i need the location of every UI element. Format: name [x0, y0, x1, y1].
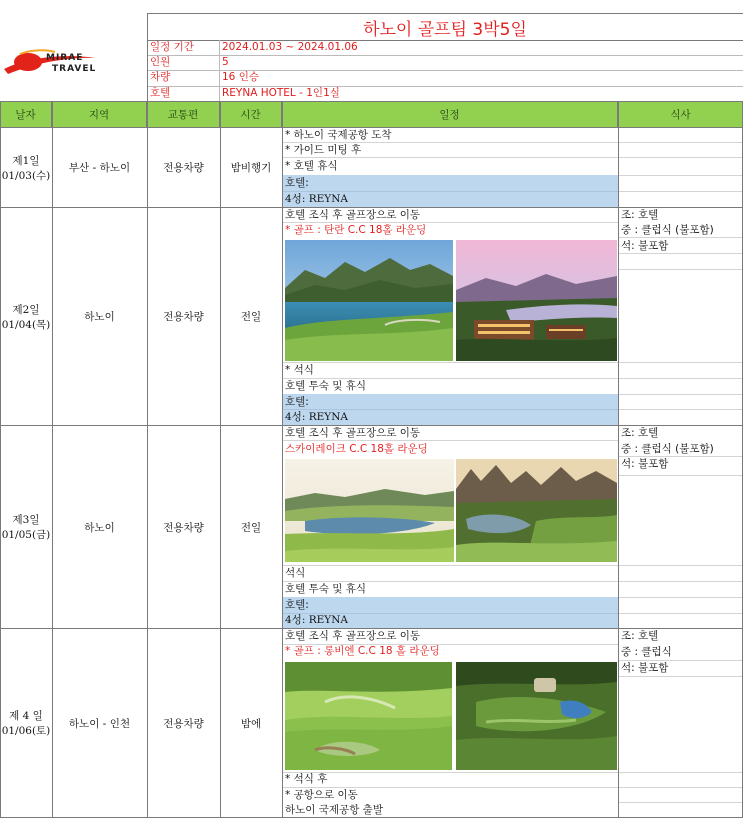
day3-date: 01/05(금)	[1, 529, 51, 541]
day2-schedule-3: * 석식	[285, 364, 314, 376]
day3-transport: 전용차량	[163, 521, 204, 534]
day1-region: 부산 - 하노이	[68, 162, 131, 174]
table-header-row	[0, 102, 743, 127]
day2-hotel-label: 호텔:	[285, 396, 309, 408]
header-schedule: 일정	[282, 102, 618, 127]
header-transport: 교통편	[147, 102, 220, 127]
day1-schedule-1: * 하노이 국제공항 도착	[285, 129, 392, 141]
day1-hotel-name: 4성: REYNA	[285, 193, 348, 205]
day2-meal-1: 조: 호텔	[621, 209, 659, 221]
header-date: 날자	[0, 102, 52, 127]
day3-meal-3: 석: 불포함	[621, 458, 669, 470]
info-value-period: 2024.01.03 ~ 2024.01.06	[222, 41, 358, 53]
info-label-vehicle: 차량	[150, 71, 171, 83]
day4-photo-fairway-bunker	[285, 662, 452, 770]
day3-region: 하노이	[84, 521, 115, 534]
day3-meal-2: 중 : 클럽식 (불포함)	[621, 443, 714, 455]
day4-meal-1: 조: 호텔	[621, 630, 659, 642]
day4-meal-2: 중 : 클럽식	[621, 646, 672, 658]
day3-label: 제3일	[12, 514, 40, 526]
day3-time: 전일	[240, 521, 262, 534]
logo-line1: MIRAE	[46, 53, 84, 63]
day2-photo-lake-golf	[285, 240, 453, 361]
day2-label: 제2일	[12, 303, 40, 316]
info-label-hotel: 호텔	[150, 87, 171, 99]
day1-schedule-2: * 가이드 미팅 후	[285, 144, 362, 156]
info-label-period: 일정 기간	[150, 41, 194, 53]
day4-date: 01/06(토)	[1, 725, 51, 737]
day4-label: 제 4 일	[9, 710, 43, 722]
day2-schedule-1: 호텔 조식 후 골프장으로 이동	[285, 209, 421, 221]
day1-hotel-label: 호텔:	[285, 177, 309, 189]
day4-schedule-5: 하노이 국제공항 출발	[285, 804, 383, 816]
info-value-people: 5	[222, 56, 229, 68]
day4-schedule-2: * 골프 : 롱비엔 C.C 18 홀 라운딩	[285, 645, 440, 657]
day3-schedule-1: 호텔 조식 후 골프장으로 이동	[285, 427, 421, 439]
logo-line2: TRAVEL	[52, 64, 97, 74]
day2-hotel-name: 4성: REYNA	[285, 411, 348, 423]
day1-transport: 전용차량	[163, 162, 204, 174]
day3-meal-1: 조: 호텔	[621, 427, 659, 439]
day2-region: 하노이	[84, 311, 115, 323]
info-value-hotel: REYNA HOTEL - 1인1실	[222, 87, 340, 99]
day1-date-cell	[0, 128, 52, 207]
day3-schedule-3: 석식	[285, 567, 306, 579]
day2-time: 전일	[240, 311, 262, 323]
day2-date: 01/04(목)	[1, 318, 51, 331]
day3-schedule-4: 호텔 투숙 및 휴식	[285, 583, 367, 595]
day4-schedule-4: * 공항으로 이동	[285, 789, 358, 801]
header-region: 지역	[52, 102, 147, 127]
page-title: 하노이 골프팀 3박5일	[363, 19, 527, 40]
header-meals: 식사	[618, 102, 743, 127]
day1-label: 제1일	[12, 154, 40, 167]
day3-photo-karst-course	[456, 459, 617, 562]
day4-region: 하노이 - 인천	[68, 717, 131, 730]
day1-time: 밤비행기	[230, 162, 272, 174]
day3-date-cell	[0, 426, 52, 628]
day3-hotel-name: 4성: REYNA	[285, 614, 348, 626]
day1-schedule-3: * 호텔 휴식	[285, 160, 338, 172]
info-value-vehicle: 16 인승	[222, 71, 259, 83]
day2-date-cell	[0, 208, 52, 425]
day3-photo-pond-fairway	[285, 459, 454, 562]
day4-time: 밤에	[240, 717, 262, 730]
day2-meal-3: 석: 불포함	[621, 240, 669, 252]
day4-schedule-3: * 석식 후	[285, 773, 328, 785]
day2-schedule-4: 호텔 투숙 및 휴식	[285, 380, 367, 392]
logo-area	[0, 14, 147, 101]
day2-photo-resort-dusk	[456, 240, 617, 361]
day2-schedule-2: * 골프 : 탄란 C.C 18홀 라운딩	[285, 224, 427, 236]
day4-date-cell	[0, 629, 52, 817]
day2-transport: 전용차량	[163, 311, 204, 323]
day4-meal-3: 석: 불포함	[621, 662, 669, 674]
header-time: 시간	[220, 102, 282, 127]
day1-date: 01/03(수)	[1, 169, 51, 182]
day3-hotel-label: 호텔:	[285, 599, 309, 611]
day3-schedule-2: 스카이레이크 C.C 18홀 라운딩	[285, 443, 428, 455]
day2-meal-2: 중 : 클럽식 (불포함)	[621, 224, 714, 236]
day4-photo-aerial-course	[456, 662, 617, 770]
day4-schedule-1: 호텔 조식 후 골프장으로 이동	[285, 630, 421, 642]
day4-transport: 전용차량	[163, 717, 204, 730]
info-label-people: 인원	[150, 56, 171, 68]
